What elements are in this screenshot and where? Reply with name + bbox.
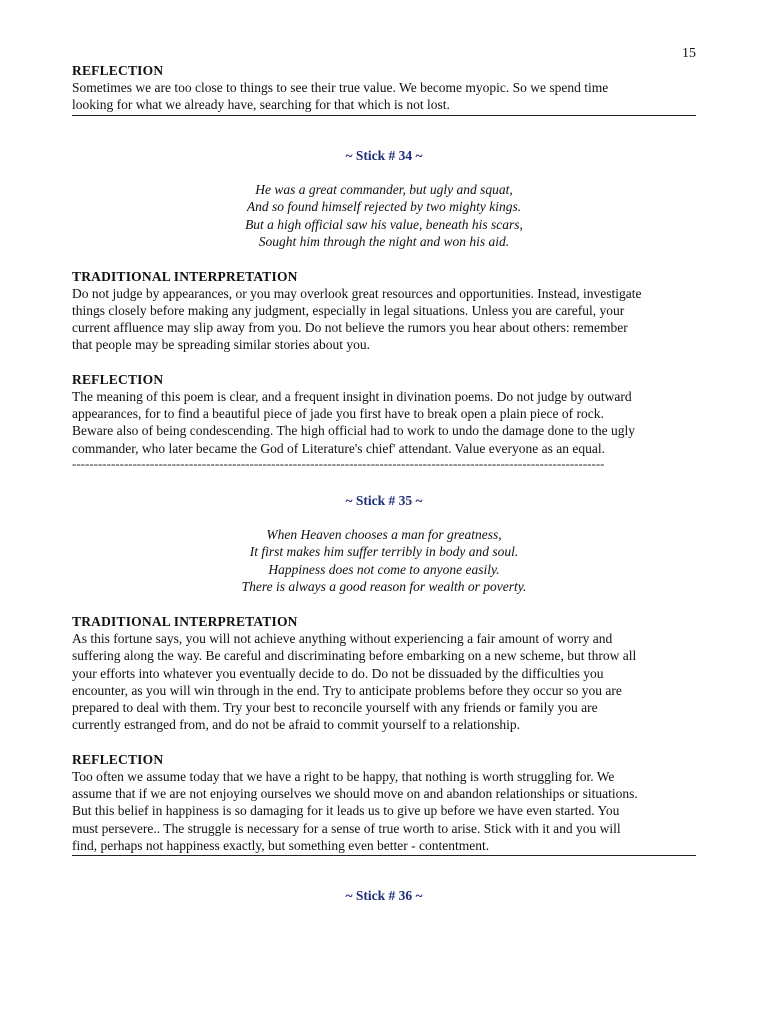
poem-line: Sought him through the night and won his aid.	[258, 234, 510, 250]
text-line: Beware also of being condescending. The high official had to work to undo the damage done to the ugly	[72, 423, 635, 439]
stick-34-poem	[72, 181, 696, 251]
text-line: that people may be spreading similar stories about you.	[72, 337, 371, 353]
reflection-heading: REFLECTION	[72, 751, 164, 767]
text-line: commander, who later became the God of Literature's chief' attendant. Value everyone as an equal.	[72, 440, 605, 456]
stick-35-poem	[72, 526, 696, 596]
text-line: your efforts into whatever you eventually decide to do. Do not be dissuaded by the difficulties you	[72, 665, 604, 681]
traditional-interpretation-heading: TRADITIONAL INTERPRETATION	[72, 613, 298, 629]
poem-line: When Heaven chooses a man for greatness,	[266, 526, 502, 542]
stick-34-title: ~ Stick # 34 ~	[345, 147, 423, 163]
reflection-paragraph	[72, 388, 696, 457]
text-line: encounter, as you will win through in the end. Try to anticipate problems before they occur so you are	[72, 682, 622, 698]
text-line: prepared to deal with them. Try your best to reconcile yourself with any friends or family you are	[72, 700, 598, 716]
text-line: Do not judge by appearances, or you may overlook great resources and opportunities. Instead, investigate	[72, 285, 642, 301]
text-line: things closely before making any judgment, especially in legal situations. Unless you are careful, your	[72, 302, 625, 318]
stick-35-title: ~ Stick # 35 ~	[345, 492, 423, 508]
text-line: find, perhaps not happiness exactly, but something even better - contentment.	[72, 837, 490, 853]
text-line: appearances, for to find a beautiful piece of jade you first have to break open a plain piece of rock.	[72, 406, 604, 422]
text-line: assume that if we are not enjoying ourselves we should move on and abandon relationships or situations.	[72, 786, 638, 802]
section-divider	[72, 115, 696, 116]
text-line: As this fortune says, you will not achieve anything without experiencing a fair amount of worry and	[72, 630, 613, 646]
text-line: Sometimes we are too close to things to see their true value. We become myopic. So we spend time	[72, 80, 609, 95]
reflection-heading: REFLECTION	[72, 371, 164, 387]
page-content	[72, 62, 696, 904]
text-line: currently estranged from, and do not be afraid to commit yourself to a relationship.	[72, 717, 520, 733]
traditional-interpretation-paragraph	[72, 630, 696, 734]
traditional-interpretation-heading: TRADITIONAL INTERPRETATION	[72, 268, 298, 284]
text-line: suffering along the way. Be careful and discriminating before embarking on a new scheme, but throw all	[72, 648, 637, 664]
poem-line: And so found himself rejected by two mighty kings.	[246, 199, 522, 215]
text-line: Too often we assume today that we have a right to be happy, that nothing is worth struggling for. We	[72, 768, 615, 784]
poem-line: Happiness does not come to anyone easily.	[268, 561, 500, 577]
stick-36-title: ~ Stick # 36 ~	[345, 888, 423, 904]
reflection-heading: REFLECTION	[72, 63, 164, 78]
traditional-interpretation-paragraph	[72, 285, 696, 354]
text-line: must persevere.. The struggle is necessary for a sense of true worth to arise. Stick with it and you will	[72, 820, 621, 836]
dashed-separator: ---------------------------------------------------------------------------------------------------------------------------	[72, 456, 605, 471]
poem-line: It first makes him suffer terribly in body and soul.	[249, 544, 519, 560]
page-number: 15	[682, 46, 696, 61]
section-divider	[72, 855, 696, 856]
text-line: current affluence may slip away from you. Do not believe the rumors you hear about others: remember	[72, 320, 628, 336]
poem-line: He was a great commander, but ugly and squat,	[255, 181, 513, 197]
text-line: looking for what we already have, searching for that which is not lost.	[72, 97, 450, 113]
text-line: But this belief in happiness is so damaging for it leads us to give up before we have even started. You	[72, 803, 620, 819]
reflection-paragraph	[72, 768, 696, 854]
poem-line: But a high official saw his value, beneath his scars,	[245, 216, 523, 232]
text-line: The meaning of this poem is clear, and a frequent insight in divination poems. Do not judge by outward	[72, 388, 632, 404]
poem-line: There is always a good reason for wealth or poverty.	[241, 579, 527, 595]
reflection-paragraph	[72, 79, 696, 114]
